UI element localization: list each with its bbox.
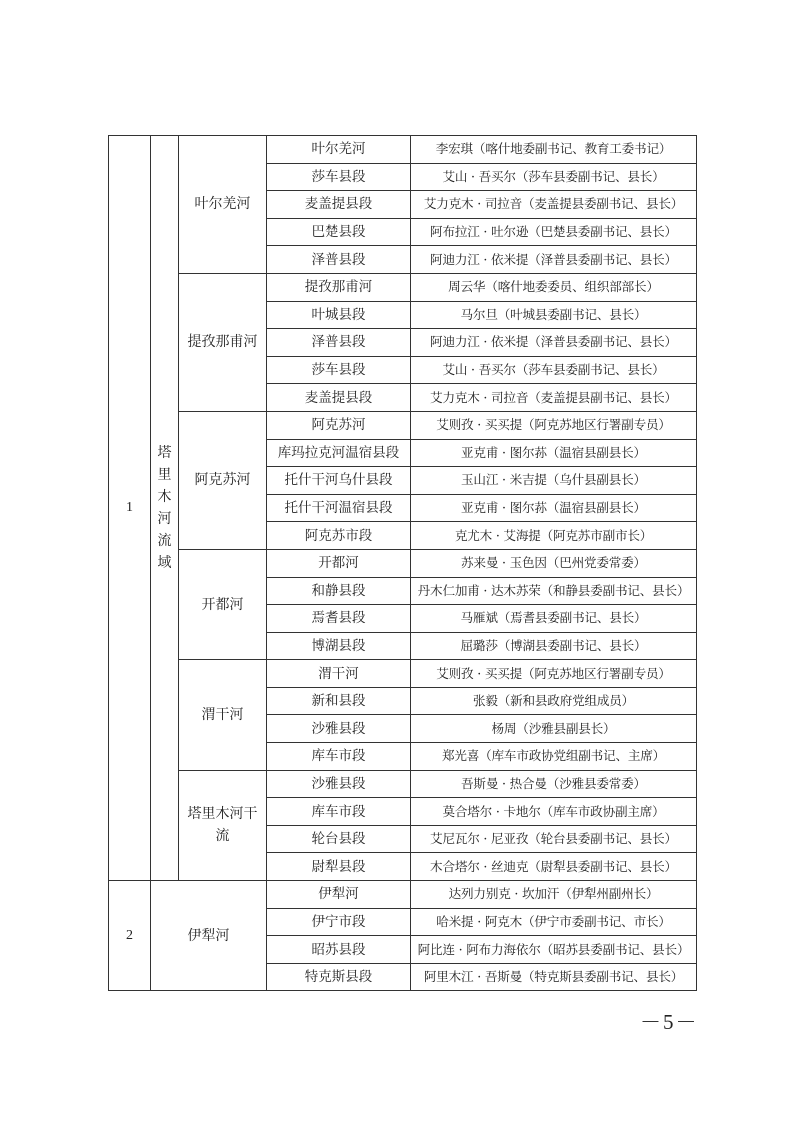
- river-segment: 托什干河温宿县段: [267, 494, 411, 522]
- river-chief: 克尤木 · 艾海提（阿克苏市副市长）: [411, 522, 697, 550]
- table-row: [109, 273, 697, 301]
- river-chief: 达列力别克 · 坎加汗（伊犁州副州长）: [411, 881, 697, 909]
- river-segment: 伊犁河: [267, 881, 411, 909]
- river-segment: 焉耆县段: [267, 605, 411, 633]
- river-name: 开都河: [179, 549, 267, 659]
- river-segment: 新和县段: [267, 687, 411, 715]
- river-segment: 轮台县段: [267, 825, 411, 853]
- river-chief: 苏来曼 · 玉色因（巴州党委常委）: [411, 549, 697, 577]
- river-segment: 阿克苏市段: [267, 522, 411, 550]
- table-row: [109, 660, 697, 688]
- river-name: 塔里木河干流: [179, 770, 267, 880]
- group-number: 2: [109, 881, 151, 991]
- river-segment: 巴楚县段: [267, 218, 411, 246]
- river-segment: 叶尔羌河: [267, 136, 411, 164]
- river-segment: 泽普县段: [267, 329, 411, 357]
- river-name: 提孜那甫河: [179, 273, 267, 411]
- river-chief: 屈璐莎（博湖县委副书记、县长）: [411, 632, 697, 660]
- river-chief: 周云华（喀什地委委员、组织部部长）: [411, 273, 697, 301]
- river-chief: 艾力克木 · 司拉音（麦盖提县副书记、县长）: [411, 384, 697, 412]
- river-segment: 渭干河: [267, 660, 411, 688]
- river-chief: 玉山江 · 米吉提（乌什县副县长）: [411, 467, 697, 495]
- river-segment: 托什干河乌什县段: [267, 467, 411, 495]
- river-segment: 泽普县段: [267, 246, 411, 274]
- river-chief: 艾尼瓦尔 · 尼亚孜（轮台县委副书记、县长）: [411, 825, 697, 853]
- river-segment: 库车市段: [267, 743, 411, 771]
- river-chief: 艾力克木 · 司拉音（麦盖提县委副书记、县长）: [411, 191, 697, 219]
- river-segment: 开都河: [267, 549, 411, 577]
- river-chief: 艾则孜 · 买买提（阿克苏地区行署副专员）: [411, 660, 697, 688]
- river-chief: 阿布拉江 · 吐尔逊（巴楚县委副书记、县长）: [411, 218, 697, 246]
- table-row: [109, 770, 697, 798]
- river-segment: 博湖县段: [267, 632, 411, 660]
- river-chief: 亚克甫 · 图尔荪（温宿县副县长）: [411, 439, 697, 467]
- basin-name-text: 塔里木河流域: [157, 445, 172, 572]
- river-chief: 莫合塔尔 · 卡地尔（库车市政协副主席）: [411, 798, 697, 826]
- river-name: 渭干河: [179, 660, 267, 770]
- table-row: [109, 136, 697, 164]
- table-row: [109, 411, 697, 439]
- river-segment: 昭苏县段: [267, 936, 411, 964]
- river-chief: 艾山 · 吾买尔（莎车县委副书记、县长）: [411, 356, 697, 384]
- river-segment: 库车市段: [267, 798, 411, 826]
- river-chief: 阿比连 · 阿布力海依尔（昭苏县委副书记、县长）: [411, 936, 697, 964]
- river-chief: 杨周（沙雅县副县长）: [411, 715, 697, 743]
- river-chief: 艾则孜 · 买买提（阿克苏地区行署副专员）: [411, 411, 697, 439]
- river-chief: 丹木仁加甫 · 达木苏荣（和静县委副书记、县长）: [411, 577, 697, 605]
- river-segment: 阿克苏河: [267, 411, 411, 439]
- table-row: [109, 549, 697, 577]
- river-segment: 库玛拉克河温宿县段: [267, 439, 411, 467]
- river-name: 叶尔羌河: [179, 136, 267, 274]
- river-chief-table: [108, 135, 697, 991]
- group-number: 1: [109, 136, 151, 881]
- basin-name: [151, 136, 179, 881]
- river-segment: 和静县段: [267, 577, 411, 605]
- river-segment: 莎车县段: [267, 356, 411, 384]
- river-segment: 麦盖提县段: [267, 384, 411, 412]
- table-row: [109, 881, 697, 909]
- basin-name: 伊犁河: [151, 881, 267, 991]
- river-segment: 尉犁县段: [267, 853, 411, 881]
- river-chief: 哈米提 · 阿克木（伊宁市委副书记、市长）: [411, 908, 697, 936]
- river-chief: 张毅（新和县政府党组成员）: [411, 687, 697, 715]
- river-chief: 李宏琪（喀什地委副书记、教育工委书记）: [411, 136, 697, 164]
- river-segment: 沙雅县段: [267, 770, 411, 798]
- river-chief: 阿里木江 · 吾斯曼（特克斯县委副书记、县长）: [411, 963, 697, 991]
- river-chief: 木合塔尔 · 丝迪克（尉犁县委副书记、县长）: [411, 853, 697, 881]
- river-segment: 麦盖提县段: [267, 191, 411, 219]
- river-segment: 沙雅县段: [267, 715, 411, 743]
- river-segment: 莎车县段: [267, 163, 411, 191]
- river-chief: 艾山 · 吾买尔（莎车县委副书记、县长）: [411, 163, 697, 191]
- river-chief: 马雁斌（焉耆县委副书记、县长）: [411, 605, 697, 633]
- river-chief: 郑光喜（库车市政协党组副书记、主席）: [411, 743, 697, 771]
- river-chief: 吾斯曼 · 热合曼（沙雅县委常委）: [411, 770, 697, 798]
- river-chief: 亚克甫 · 图尔荪（温宿县副县长）: [411, 494, 697, 522]
- river-chief: 马尔旦（叶城县委副书记、县长）: [411, 301, 697, 329]
- river-segment: 提孜那甫河: [267, 273, 411, 301]
- river-chief: 阿迪力江 · 依米提（泽普县委副书记、县长）: [411, 246, 697, 274]
- river-segment: 叶城县段: [267, 301, 411, 329]
- river-name: 阿克苏河: [179, 411, 267, 549]
- river-segment: 特克斯县段: [267, 963, 411, 991]
- page-number: －5－: [640, 1010, 699, 1034]
- river-chief: 阿迪力江 · 依米提（泽普县委副书记、县长）: [411, 329, 697, 357]
- river-segment: 伊宁市段: [267, 908, 411, 936]
